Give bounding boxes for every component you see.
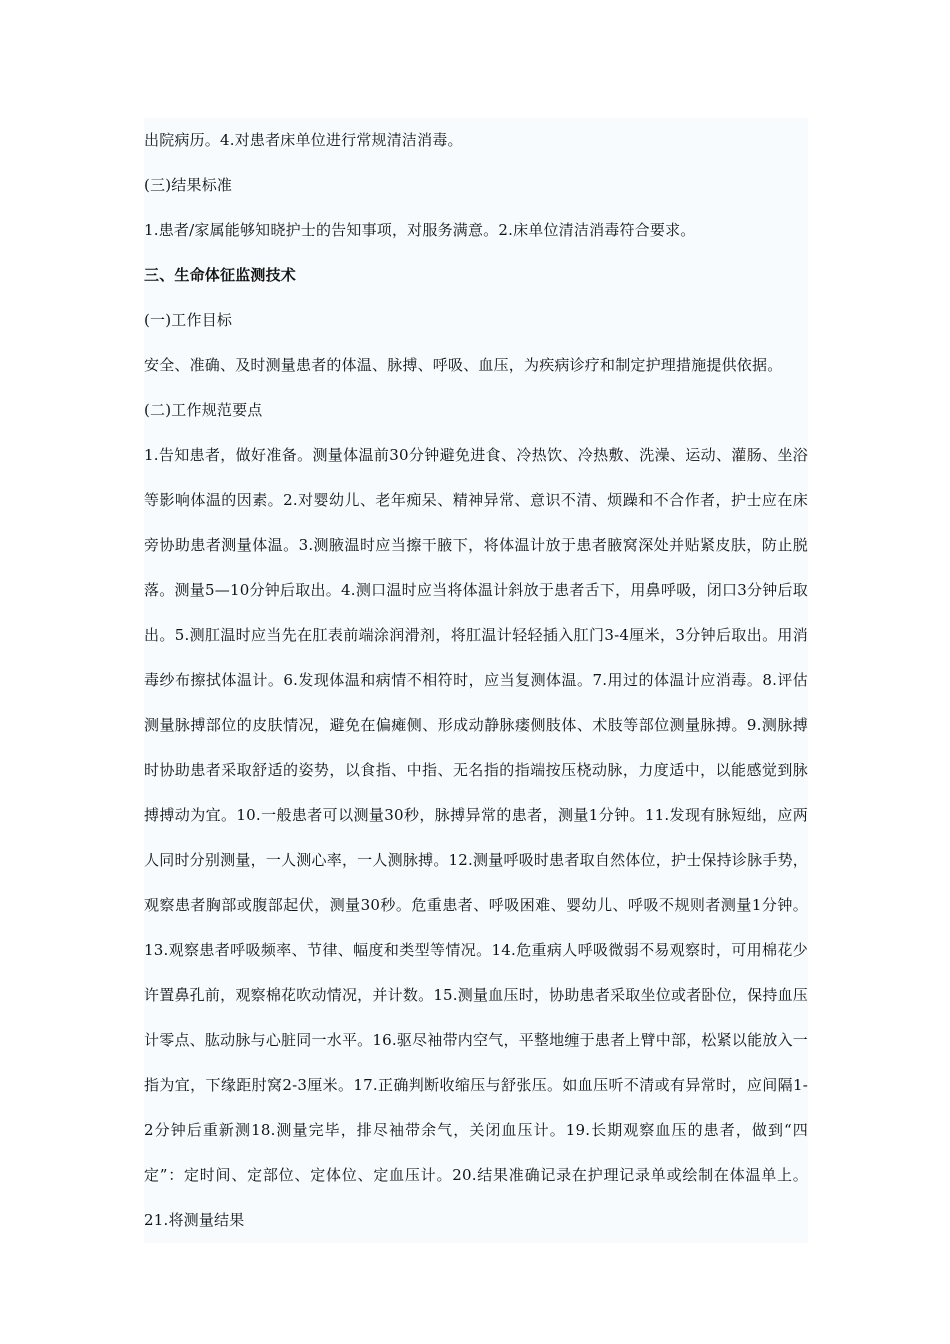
paragraph-work-goal: 安全、准确、及时测量患者的体温、脉搏、呼吸、血压，为疾病诊疗和制定护理措施提供依据。 bbox=[144, 356, 783, 374]
document-body bbox=[144, 118, 808, 1243]
subheading-result-standard: (三)结果标准 bbox=[144, 176, 233, 194]
section-heading-vital-signs: 三、生命体征监测技术 bbox=[144, 266, 297, 284]
paragraph-result-standard: 1.患者/家属能够知晓护士的告知事项，对服务满意。2.床单位清洁消毒符合要求。 bbox=[144, 221, 696, 239]
paragraph-discharge-record: 出院病历。4.对患者床单位进行常规清洁消毒。 bbox=[144, 131, 463, 149]
paragraph-work-standards: 1.告知患者，做好准备。测量体温前30分钟避免进食、冷热饮、冷热敷、洗澡、运动、灌肠、坐浴等影响体温的因素。2.对婴幼儿、老年痴呆、精神异常、意识不清、烦躁和不合作者，护士应在床旁协助患者测量体温。3.测腋温时应当擦干腋下，将体温计放于患者腋窝深处并贴紧皮肤，防止脱落。测量5—10分钟后取出。4.测口温时应当将体温计斜放于患者舌下，用鼻呼吸，闭口3分钟后取出。5.测肛温时应当先在肛表前端涂润滑剂，将肛温计轻轻插入肛门3-4厘米，3分钟后取出。用消毒纱布擦拭体温计。6.发现体温和病情不相符时，应当复测体温。7.用过的体温计应消毒。8.评估测量脉搏部位的皮肤情况，避免在偏瘫侧、形成动静脉瘘侧肢体、术肢等部位测量脉搏。9.测脉搏时协助患者采取舒适的姿势，以食指、中指、无名指的指端按压桡动脉，力度适中，以能感觉到脉搏搏动为宜。10.一般患者可以测量30秒，脉搏异常的患者，测量1分钟。11.发现有脉短绌，应两人同时分别测量，一人测心率，一人测脉搏。12.测量呼吸时患者取自然体位，护士保持诊脉手势，观察患者胸部或腹部起伏，测量30秒。危重患者、呼吸困难、婴幼儿、呼吸不规则者测量1分钟。13.观察患者呼吸频率、节律、幅度和类型等情况。14.危重病人呼吸微弱不易观察时，可用棉花少许置鼻孔前，观察棉花吹动情况，并计数。15.测量血压时，协助患者采取坐位或者卧位，保持血压计零点、肱动脉与心脏同一水平。16.驱尽袖带内空气，平整地缠于患者上臂中部，松紧以能放入一指为宜，下缘距肘窝2-3厘米。17.正确判断收缩压与舒张压。如血压听不清或有异常时，应间隔1-2分钟后重新测18.测量完毕，排尽袖带余气，关闭血压计。19.长期观察血压的患者，做到“四定”：定时间、定部位、定体位、定血压计。20.结果准确记录在护理记录单或绘制在体温单上。21.将测量结果 bbox=[144, 446, 808, 1229]
subheading-work-standards: (二)工作规范要点 bbox=[144, 401, 263, 419]
subheading-work-goal: (一)工作目标 bbox=[144, 311, 233, 329]
